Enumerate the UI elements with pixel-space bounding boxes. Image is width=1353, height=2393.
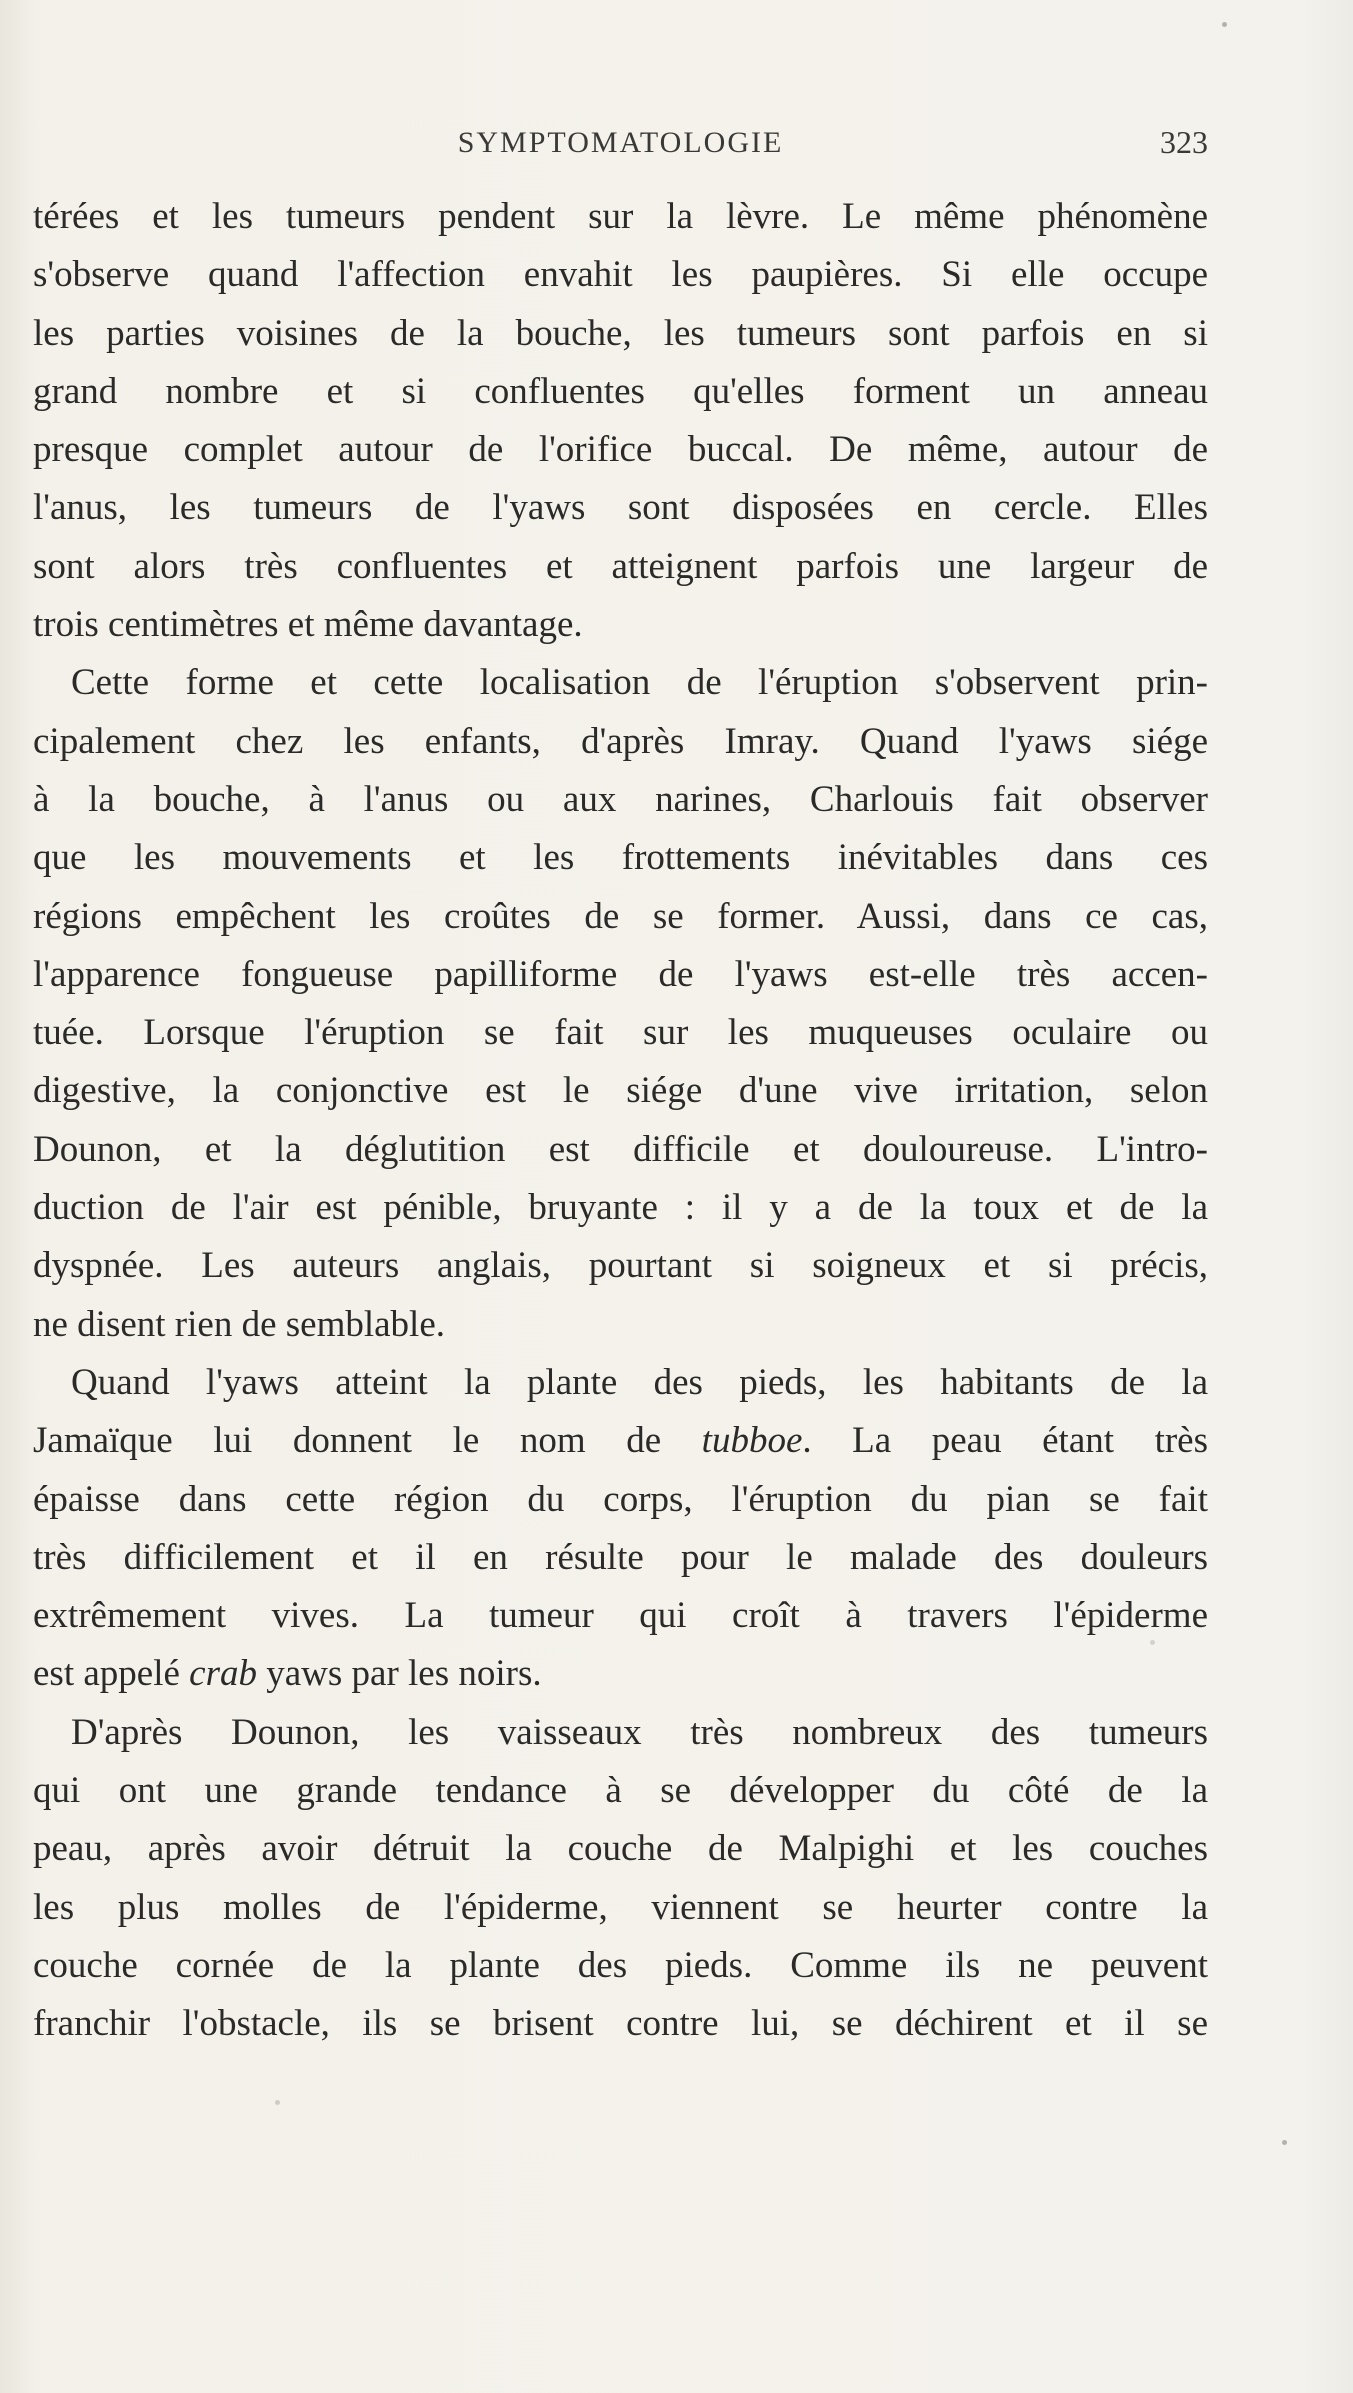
text-line: D'après Dounon, les vaisseaux très nombreux des tumeurs [71, 1711, 1208, 1753]
page-number: 323 [1160, 124, 1208, 160]
text-line: à la bouche, à l'anus ou aux narines, Charlouis fait observer [33, 778, 1208, 820]
paper-speck [1282, 2140, 1287, 2145]
text-line: presque complet autour de l'orifice buccal. De même, autour de [33, 429, 1208, 471]
text-line: ne disent rien de semblable. [33, 1303, 446, 1345]
paper-speck [1150, 1640, 1155, 1645]
paragraph-3 [33, 1354, 1208, 1704]
text-line: que les mouvements et les frottements inévitables dans ces [33, 837, 1208, 879]
italic-term-crab: crab [189, 1653, 257, 1695]
paragraph-1 [33, 188, 1208, 654]
text-line: Quand l'yaws atteint la plante des pieds, les habitants de la [71, 1361, 1208, 1403]
paper-speck [275, 2100, 280, 2105]
italic-term-tubboe: tubboe [701, 1420, 803, 1462]
text-segment: . La peau étant très [802, 1420, 1208, 1462]
text-line: digestive, la conjonctive est le siége d'une vive irritation, selon [33, 1070, 1208, 1112]
text-line-with-italic [33, 1412, 1208, 1470]
text-line: dyspnée. Les auteurs anglais, pourtant si soigneux et si précis, [33, 1245, 1208, 1287]
text-line: les plus molles de l'épiderme, viennent se heurter contre la [33, 1886, 1208, 1928]
text-line: régions empêchent les croûtes de se former. Aussi, dans ce cas, [33, 895, 1208, 937]
text-line: peau, après avoir détruit la couche de Malpighi et les couches [33, 1828, 1208, 1870]
text-line: épaisse dans cette région du corps, l'éruption du pian se fait [33, 1478, 1208, 1520]
text-line: couche cornée de la plante des pieds. Comme ils ne peuvent [33, 1944, 1208, 1986]
text-line: s'observe quand l'affection envahit les paupières. Si elle occupe [33, 254, 1208, 296]
text-line: cipalement chez les enfants, d'après Imray. Quand l'yaws siége [33, 720, 1208, 762]
text-line: l'apparence fongueuse papilliforme de l'yaws est-elle très accen- [33, 953, 1208, 995]
text-segment: est appelé [33, 1653, 180, 1695]
text-line: franchir l'obstacle, ils se brisent contre lui, se déchirent et il se [33, 2003, 1208, 2045]
text-line: Dounon, et la déglutition est difficile et douloureuse. L'intro- [33, 1128, 1208, 1170]
text-line: tuée. Lorsque l'éruption se fait sur les muqueuses oculaire ou [33, 1012, 1208, 1054]
paragraph-4 [33, 1704, 1208, 2054]
text-line: térées et les tumeurs pendent sur la lèvre. Le même phénomène [33, 196, 1208, 237]
text-segment: Jamaïque lui donnent le nom de [33, 1420, 662, 1462]
text-line: duction de l'air est pénible, bruyante : il y a de la toux et de la [33, 1187, 1208, 1229]
text-segment: yaws par les noirs. [266, 1653, 542, 1695]
text-line: qui ont une grande tendance à se développer du côté de la [33, 1770, 1208, 1812]
paper-speck [1222, 22, 1227, 27]
text-line: les parties voisines de la bouche, les tumeurs sont parfois en si [33, 312, 1208, 354]
text-line: très difficilement et il en résulte pour le malade des douleurs [33, 1536, 1208, 1578]
text-line: grand nombre et si confluentes qu'elles forment un anneau [33, 370, 1208, 412]
text-line: l'anus, les tumeurs de l'yaws sont disposées en cercle. Elles [33, 487, 1208, 529]
body-text [33, 188, 1208, 2054]
paragraph-2 [33, 654, 1208, 1354]
text-line: extrêmement vives. La tumeur qui croît à travers l'épiderme [33, 1595, 1208, 1637]
text-line: sont alors très confluentes et atteignent parfois une largeur de [33, 545, 1208, 587]
text-line: trois centimètres et même davantage. [33, 604, 583, 646]
text-line-with-italic [33, 1645, 1208, 1703]
page-header [33, 118, 1208, 168]
text-line: Cette forme et cette localisation de l'éruption s'observent prin- [71, 662, 1208, 704]
running-title: SYMPTOMATOLOGIE [457, 126, 784, 159]
